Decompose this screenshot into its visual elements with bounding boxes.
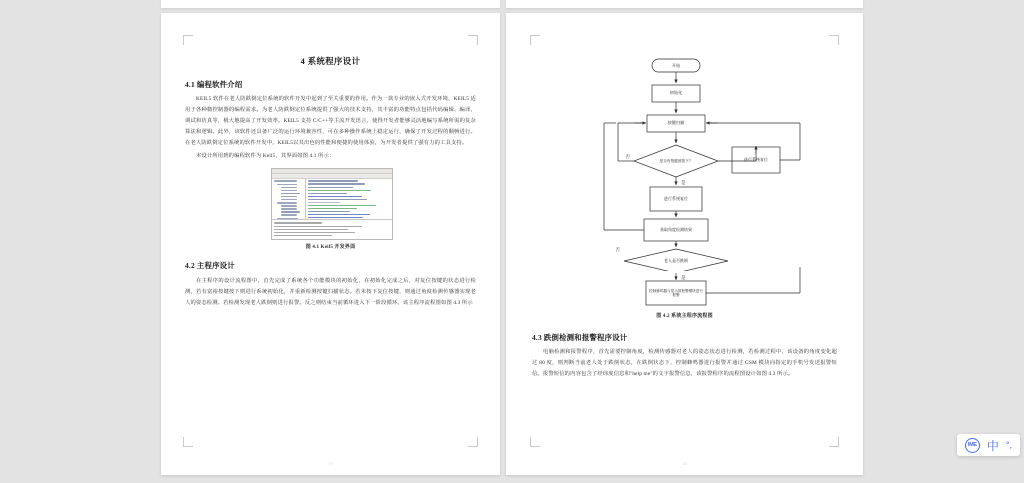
ide-main-area [272, 179, 392, 219]
ime-tools-icon[interactable]: °, [1005, 439, 1012, 450]
flow-node-start: 开始 [671, 63, 681, 69]
flow-node-key-scan: 按键扫描 [667, 120, 685, 126]
flow-node-alarm: 控制蜂鸣器与显示屏报警模块进行报警 [649, 288, 703, 297]
ime-floating-toolbar[interactable] [957, 434, 1020, 456]
flow-edge-label-no-2: 否 [615, 247, 620, 252]
figure-caption-4-2: 图 4.2 系统主程序流程图 [656, 314, 713, 319]
figure-flowchart [532, 53, 837, 319]
flow-edge-label-yes-2: 是 [681, 275, 686, 280]
ide-build-output [272, 219, 392, 239]
page-number-left: 15 [328, 461, 333, 466]
flowchart-svg [532, 53, 837, 271]
ide-screenshot-image [271, 168, 393, 240]
paragraph-4-3-1: 电脑检测和报警程序，首先需要控制角度，检测传感器对老人的姿态状态进行检测，若检测过程中，该设备的角度变化超过 80 度，则判断当前老人处于跌倒状态，在跌倒状态下，控制蜂鸣器进行报警并通过 GSM 模块向指定的手机号发送报警短信。报警短信的内容包含了经纬度信息和"help me"的文字报警信息，该报警程序的流程图设计如图 4.3 所示。 [532, 349, 837, 378]
paragraph-4-1-2: 本设计所用到的编程软件为 Keil5，其界面如图 4.1 所示： [196, 153, 335, 160]
flow-node-reset-below: 进行系统复位 [664, 195, 688, 201]
previous-page-sliver-left [161, 0, 500, 8]
crop-mark-bottom-right [829, 437, 839, 447]
flow-node-reset-right: 进行系统复位 [744, 156, 768, 162]
section-heading-4-2: 4.2 主程序设计 [185, 261, 235, 271]
figure-caption-4-1: 图 4.1 Keil5 开发界面 [305, 245, 356, 251]
chapter-title: 4 系统程序设计 [300, 57, 361, 66]
paragraph-4-1-1: KEIL5 软件在老人防跌倒定位系统的软件开发中起到了至关重要的作用。作为一款专业的嵌入式开发环境，KEIL5 适用于各种微控制器的编程需求。为老人防跌倒定位系统提供了强大的技术支持，其丰富的功能特点包括代码编辑、编译、调试和仿真等，极大地提高了开发效率。KEIL5 支持 C/C++等主流开发语言，使得开发者能够灵活地编写系统所需的复杂算法和逻辑。此外，该软件还具备广泛的运行环境兼容性，可在多种操作系统上稳定运行，确保了开发过程的顺畅进行。在老人防跌倒定位系统的软件开发中，KEIL5以其出色的性能和便捷的使用体验，为开发者提供了强有力的工具支持。 [185, 96, 476, 147]
section-heading-4-3: 4.3 跌倒检测和报警程序设计 [532, 333, 628, 342]
crop-mark-bottom-left [183, 437, 193, 447]
flow-node-init: 初始化 [669, 90, 683, 96]
flow-edge-label-yes: 是 [681, 180, 686, 185]
flowchart-svg-lower [532, 267, 837, 307]
flow-edge-label-no: 否 [625, 154, 630, 159]
paragraph-4-2-1: 在主程序的设计流程图中，首先完成了系统各个功能模块的初始化，在初始化完成之后，对复位按键的状态进行检测，若有富裕按键按下则进行系统初始化，并重新检测按键扫描状态。若未按下复位按键，则通过角度检测传感器实现老人的姿态检测。若检测发现老人跌倒则进行报警。反之则结束当前循环进入下一阶段循环。该主程序流程图如图 4.3 所示 [185, 277, 476, 306]
document-page-right[interactable] [506, 13, 863, 475]
ide-code-editor [306, 179, 392, 219]
ime-mode-toggle[interactable]: 中 [986, 438, 999, 453]
document-page-left[interactable] [161, 13, 500, 475]
page-body-right [532, 43, 837, 382]
previous-page-sliver-right [506, 0, 863, 8]
crop-mark-bottom-left [530, 437, 540, 447]
page-body-left [185, 43, 476, 311]
crop-mark-bottom-right [468, 437, 478, 447]
ide-project-tree [272, 179, 306, 219]
page-number-right: 16 [682, 461, 687, 466]
flow-node-key-decision: 是否有按键被按下？ [659, 158, 693, 163]
flow-node-fall-decision: 老人是否跌倒 [664, 257, 688, 263]
section-heading-4-1: 4.1 编程软件介绍 [185, 80, 243, 90]
flow-node-angle-result: 获取角度检测结果 [660, 226, 692, 232]
ime-logo-icon[interactable]: IME [965, 438, 980, 453]
figure-keil-screenshot [271, 168, 391, 250]
